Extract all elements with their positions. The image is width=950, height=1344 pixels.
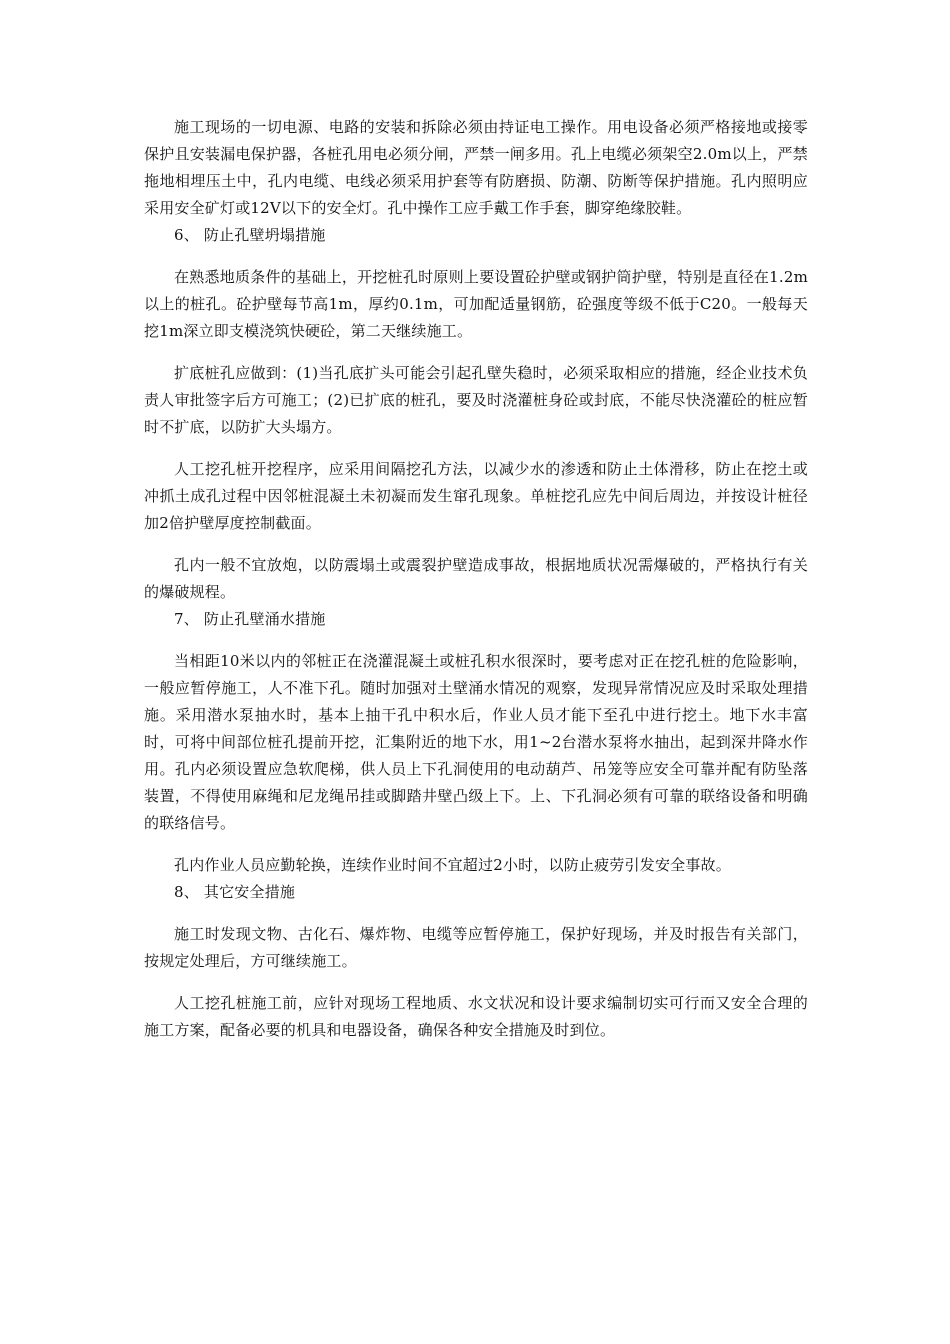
paragraph-electrical-safety: 施工现场的一切电源、电路的安装和拆除必须由持证电工操作。用电设备必须严格接地或接零保护且安装漏电保护器，各桩孔用电必须分闸，严禁一闸多用。孔上电缆必须架空2.0m以上，严禁拖地相埋压土中，孔内电缆、电线必须采用护套等有防磨损、防潮、防断等保护措施。孔内照明应采用安全矿灯或12V以下的安全灯。孔中操作工应手戴工作手套，脚穿绝缘胶鞋。 bbox=[144, 118, 808, 217]
section-heading-7: 7、 防止孔壁涌水措施 bbox=[174, 610, 326, 628]
paragraph-excavation-sequence: 人工挖孔桩开挖程序，应采用间隔挖孔方法，以减少水的渗透和防止土体滑移，防止在挖土或冲抓土成孔过程中因邻桩混凝土未初凝而发生窜孔现象。单桩挖孔应先中间后周边，并按设计桩径加2倍护壁厚度控制截面。 bbox=[144, 460, 808, 532]
paragraph-belled-pile: 扩底桩孔应做到：(1)当孔底扩头可能会引起孔壁失稳时，必须采取相应的措施，经企业技术负责人审批签字后方可施工；(2)已扩底的桩孔，要及时浇灌桩身砼或封底，不能尽快浇灌砼的桩应暂时不扩底，以防扩大头塌方。 bbox=[144, 364, 808, 436]
paragraph-water-inflow: 当相距10米以内的邻桩正在浇灌混凝土或桩孔积水很深时，要考虑对正在挖孔桩的危险影响，一般应暂停施工，人不准下孔。随时加强对土壁涌水情况的观察，发现异常情况应及时采取处理措施。采用潜水泵抽水时，基本上抽干孔中积水后，作业人员才能下至孔中进行挖土。地下水丰富时，可将中间部位桩孔提前开挖，汇集附近的地下水，用1~2台潜水泵将水抽出，起到深井降水作用。孔内必须设置应急软爬梯，供人员上下孔洞使用的电动葫芦、吊笼等应安全可靠并配有防坠落装置，不得使用麻绳和尼龙绳吊挂或脚踏井壁凸级上下。上、下孔洞必须有可靠的联络设备和明确的联络信号。 bbox=[144, 652, 808, 832]
paragraph-relics-found: 施工时发现文物、古化石、爆炸物、电缆等应暂停施工，保护好现场，并及时报告有关部门，按规定处理后，方可继续施工。 bbox=[144, 925, 808, 970]
document-body bbox=[144, 114, 808, 1044]
paragraph-worker-rotation: 孔内作业人员应勤轮换，连续作业时间不宜超过2小时，以防止疲劳引发安全事故。 bbox=[174, 856, 731, 874]
section-heading-6: 6、 防止孔壁坍塌措施 bbox=[174, 226, 326, 244]
paragraph-construction-plan: 人工挖孔桩施工前，应针对现场工程地质、水文状况和设计要求编制切实可行而又安全合理的施工方案，配备必要的机具和电器设备，确保各种安全措施及时到位。 bbox=[144, 994, 808, 1039]
paragraph-blasting: 孔内一般不宜放炮，以防震塌土或震裂护壁造成事故，根据地质状况需爆破的，严格执行有关的爆破规程。 bbox=[144, 556, 808, 601]
section-heading-8: 8、 其它安全措施 bbox=[174, 883, 296, 901]
paragraph-retaining-wall: 在熟悉地质条件的基础上，开挖桩孔时原则上要设置砼护壁或钢护筒护壁，特别是直径在1.2m以上的桩孔。砼护壁每节高1m，厚约0.1m，可加配适量钢筋，砼强度等级不低于C20。一般每天挖1m深立即支模浇筑快硬砼，第二天继续施工。 bbox=[144, 268, 808, 340]
